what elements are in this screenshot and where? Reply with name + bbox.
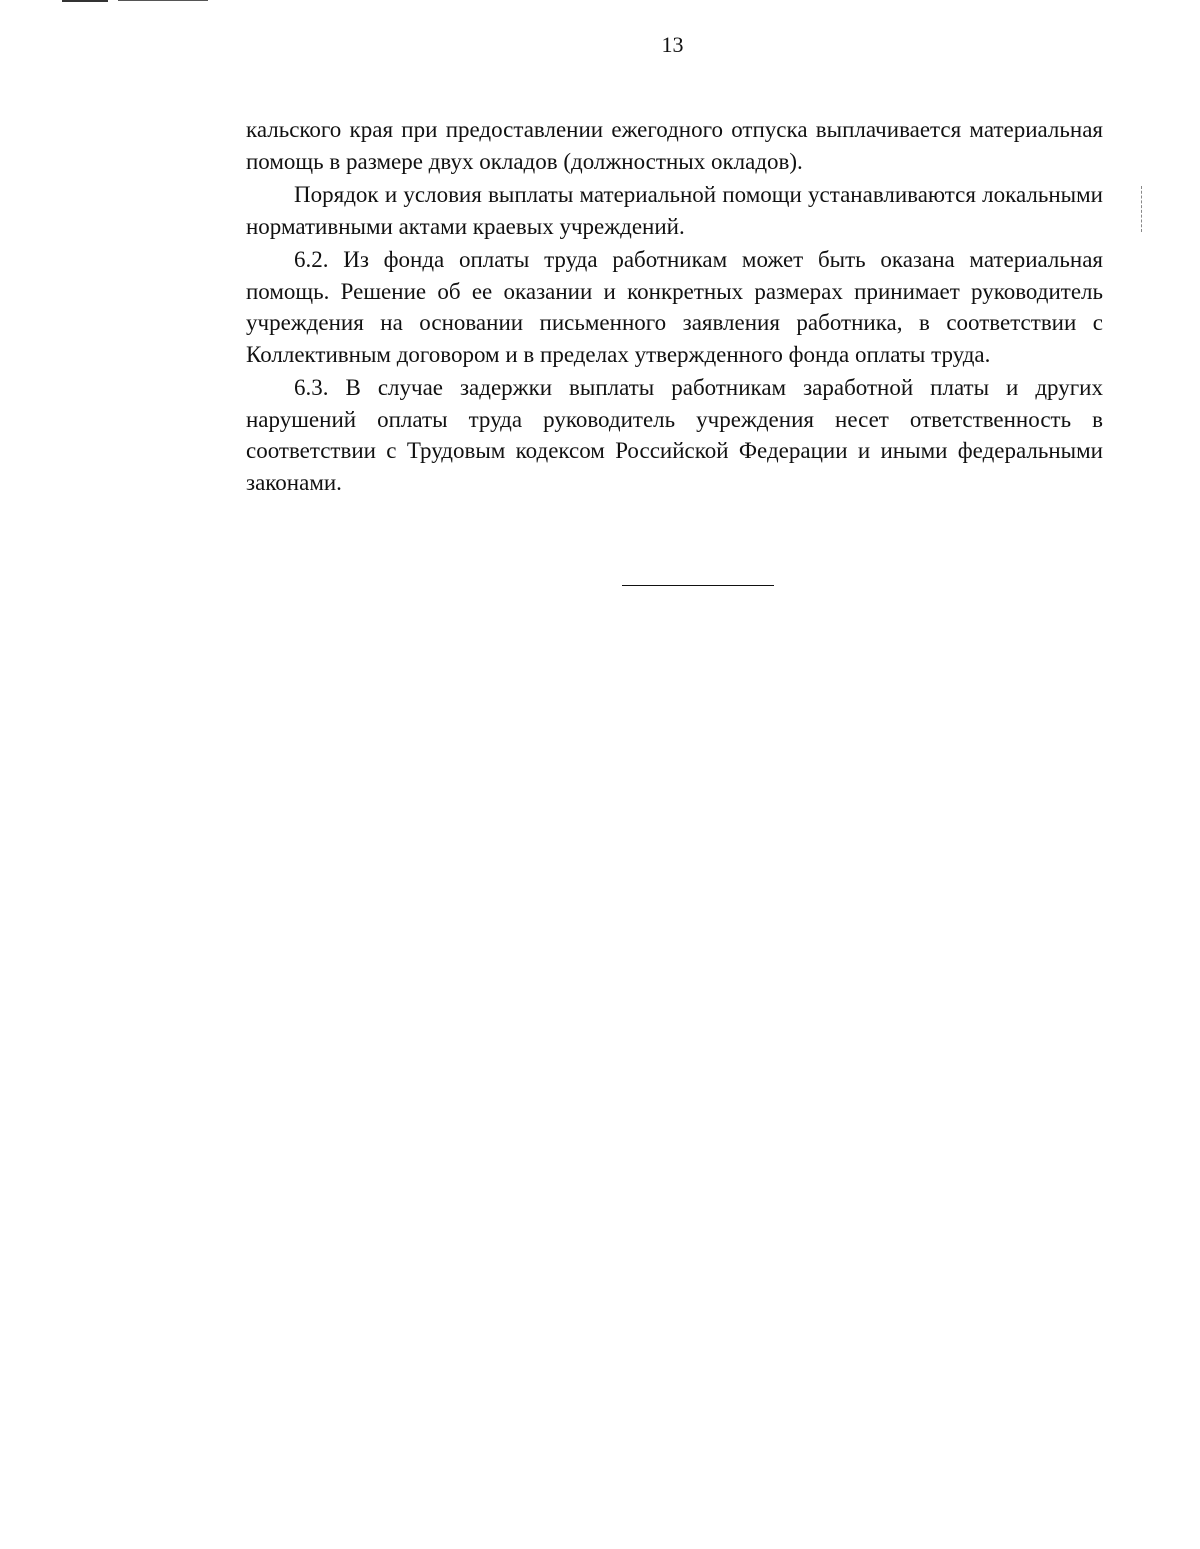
page-number: 13 <box>661 32 684 57</box>
paragraph-continuation: кальского края при предоставлении ежегодного отпуска выплачивается материальная помощь в размере двух окладов (должностных окладов). <box>246 117 1103 174</box>
end-of-section-rule <box>622 585 774 586</box>
paragraph-material-aid-procedure: Порядок и условия выплаты материальной помощи устанавливаются локальными нормативными актами краевых учреждений. <box>246 182 1103 239</box>
scan-artifact-line <box>62 0 108 2</box>
scan-artifact-mark <box>1141 186 1143 232</box>
document-body <box>246 114 1103 500</box>
paragraph-6-2: 6.2. Из фонда оплаты труда работникам может быть оказана материальная помощь. Решение об ее оказании и конкретных размерах принимает руководитель учреждения на основании письменного заявления работника, в соответствии с Коллективным договором и в пределах утвержденного фонда оплаты труда. <box>246 247 1103 367</box>
scan-artifact-line <box>118 0 208 1</box>
paragraph-6-3: 6.3. В случае задержки выплаты работникам заработной платы и других нарушений оплаты труда руководитель учреждения несет ответственность в соответствии с Трудовым кодексом Российской Федерации и иными федеральными законами. <box>246 375 1103 495</box>
